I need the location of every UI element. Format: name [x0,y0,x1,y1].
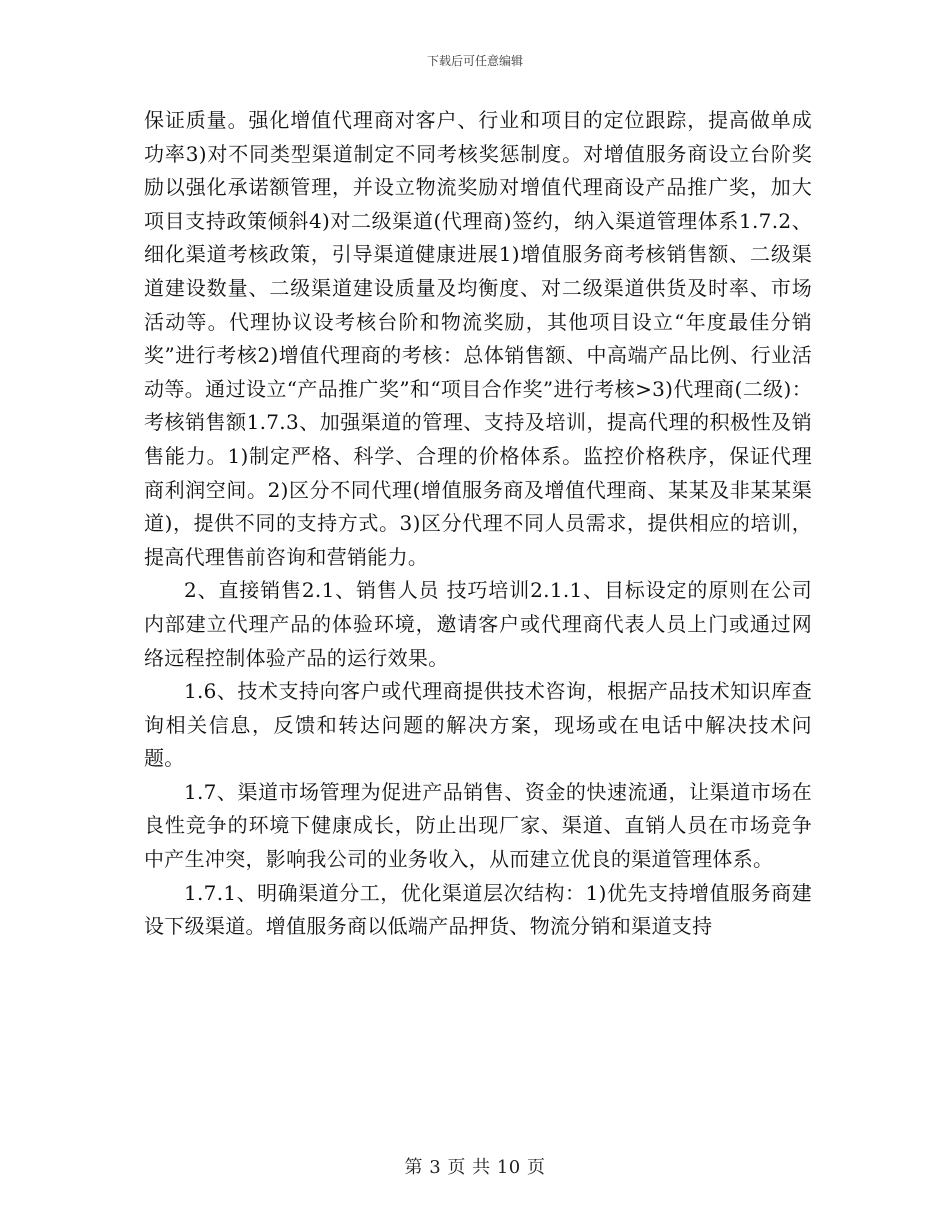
page-header: 下载后可任意编辑 [426,54,523,68]
paragraph-direct-sales: 2、直接销售2.1、销售人员 技巧培训2.1.1、目标设定的原则在公司内部建立代理产品的体验环境，邀请客户或代理商代表人员上门或通过网络远程控制体验产品的运行效果。 [144,578,812,670]
paragraph-technical-support: 1.6、技术支持向客户或代理商提供技术咨询，根据产品技术知识库查询相关信息，反馈和转达问题的解决方案，现场或在电话中解决技术问题。 [144,679,812,771]
paragraph-channel-division: 1.7.1、明确渠道分工，优化渠道层次结构：1)优先支持增值服务商建设下级渠道。增值服务商以低端产品押货、物流分销和渠道支持 [144,880,812,939]
page-number-footer: 第 3 页 共 10 页 [404,1157,546,1178]
paragraph-continued: 保证质量。强化增值代理商对客户、行业和项目的定位跟踪，提高做单成功率3)对不同类型渠道制定不同考核奖惩制度。对增值服务商设立台阶奖励以强化承诺额管理，并设立物流奖励对增值代理商设产品推广奖，加大项目支持政策倾斜4)对二级渠道(代理商)签约，纳入渠道管理体系1.7.2、细化渠道考核政策，引导渠道健康进展1)增值服务商考核销售额、二级渠道建设数量、二级渠道建设质量及均衡度、对二级渠道供货及时率、市场活动等。代理协议设考核台阶和物流奖励，其他项目设立“年度最佳分销奖”进行考核2)增值代理商的考核：总体销售额、中高端产品比例、行业活动等。通过设立“产品推广奖”和“项目合作奖”进行考核>3)代理商(二级)：考核销售额1.7.3、加强渠道的管理、支持及培训，提高代理的积极性及销售能力。1)制定严格、科学、合理的价格体系。监控价格秩序，保证代理商利润空间。2)区分不同代理(增值服务商及增值代理商、某某及非某某渠道)，提供不同的支持方式。3)区分代理不同人员需求，提供相应的培训，提高代理售前咨询和营销能力。 [144,108,812,569]
paragraph-channel-management: 1.7、渠道市场管理为促进产品销售、资金的快速流通，让渠道市场在良性竞争的环境下健康成长，防止出现厂家、渠道、直销人员在市场竞争中产生冲突，影响我公司的业务收入，从而建立优良的渠道管理体系。 [144,779,812,872]
document-body [144,104,812,944]
